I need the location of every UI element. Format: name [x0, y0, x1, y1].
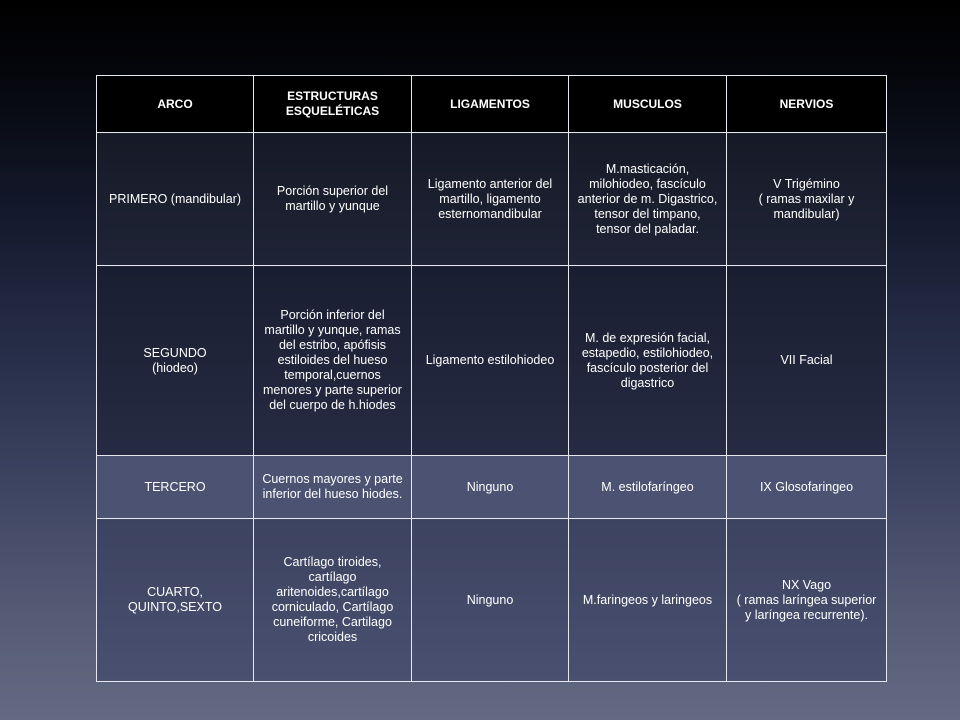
table-row: [97, 266, 887, 456]
table-row: [97, 133, 887, 266]
header-arco: ARCO: [97, 76, 254, 133]
cell-nervios: V Trigémino ( ramas maxilar y mandibular): [727, 133, 887, 266]
cell-arco: SEGUNDO (hiodeo): [97, 266, 254, 456]
cell-nervios: NX Vago ( ramas laríngea superior y laríngea recurrente).: [727, 519, 887, 682]
cell-musculos: M.masticación, milohiodeo, fascículo anterior de m. Digastrico, tensor del timpano, tensor del paladar.: [569, 133, 727, 266]
cell-arco: TERCERO: [97, 456, 254, 519]
cell-estructuras: Cuernos mayores y parte inferior del hueso hiodes.: [254, 456, 412, 519]
cell-ligamentos: Ligamento anterior del martillo, ligamento esternomandibular: [412, 133, 569, 266]
header-nervios: NERVIOS: [727, 76, 887, 133]
cell-nervios: IX Glosofaringeo: [727, 456, 887, 519]
cell-musculos: M. de expresión facial, estapedio, estilohiodeo, fascículo posterior del digastrico: [569, 266, 727, 456]
table-row: [97, 456, 887, 519]
cell-ligamentos: Ninguno: [412, 519, 569, 682]
table-header-row: [97, 76, 887, 133]
header-ligamentos: LIGAMENTOS: [412, 76, 569, 133]
cell-arco: CUARTO, QUINTO,SEXTO: [97, 519, 254, 682]
cell-estructuras: Cartílago tiroides, cartílago aritenoides,cartílago corniculado, Cartílago cuneiforme, Cartilago cricoides: [254, 519, 412, 682]
pharyngeal-arches-table: [96, 75, 887, 682]
cell-musculos: M. estilofaríngeo: [569, 456, 727, 519]
cell-nervios: VII Facial: [727, 266, 887, 456]
header-estructuras: ESTRUCTURAS ESQUELÉTICAS: [254, 76, 412, 133]
cell-ligamentos: Ninguno: [412, 456, 569, 519]
cell-estructuras: Porción inferior del martillo y yunque, ramas del estribo, apófisis estiloides del hueso temporal,cuernos menores y parte superior del cuerpo de h.hiodes: [254, 266, 412, 456]
table-row: [97, 519, 887, 682]
cell-arco: PRIMERO (mandibular): [97, 133, 254, 266]
cell-ligamentos: Ligamento estilohiodeo: [412, 266, 569, 456]
header-musculos: MUSCULOS: [569, 76, 727, 133]
cell-estructuras: Porción superior del martillo y yunque: [254, 133, 412, 266]
cell-musculos: M.faringeos y laringeos: [569, 519, 727, 682]
